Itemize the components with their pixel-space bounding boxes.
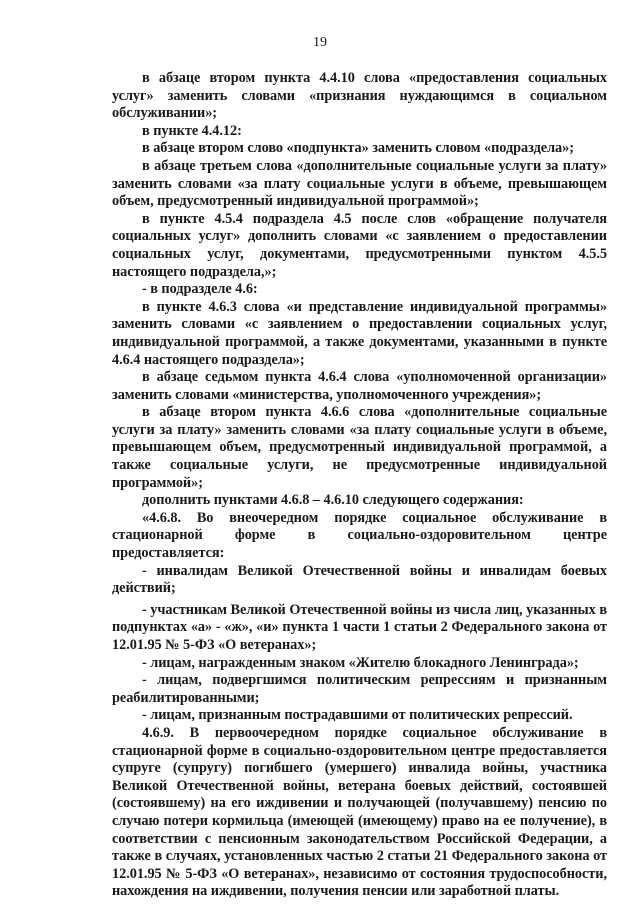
paragraph: в пункте 4.4.12: [142,122,242,139]
paragraph: 4.6.9. В первоочередном порядке социальное обслуживание в стационарной форме в социально-оздоровительном центре предоставляется супруге (супругу) погибшего (умершего) инвалида войны, участника Великой Отечественной войны, ветерана боевых действий, состоявшей (состоявшему) на его иждивении и получающей (получавшему) пенсию по случаю потери кормильца (имеющей (имеющему) право на ее получение), в соответствии с пенсионным законодательством Российской Федерации, а также в случаях, установленных частью 2 статьи 21 Федерального закона от 12.01.95 № 5-ФЗ «О ветеранах», независимо от состояния трудоспособности, нахождения на иждивении, получения пенсии или заработной платы. [112,724,607,900]
list-item: - лицам, подвергшимся политическим репрессиям и признанным реабилитированными; [112,672,607,706]
page-number: 19 [313,35,327,50]
paragraph: «4.6.8. Во внеочередном порядке социальное обслуживание в стационарной форме в социально-оздоровительном центре предоставляется: [112,509,607,562]
paragraph: в пункте 4.5.4 подраздела 4.5 после слов «обращение получателя социальных услуг» дополнить словами «с заявлением о предоставлении социальных услуг, документами, предусмотренными пунктом 4.5.5 настоящего подраздела,»; [112,210,607,280]
paragraph: в абзаце втором пункта 4.4.10 слова «предоставления социальных услуг» заменить словами «признания нуждающимся в социальном обслуживании»; [112,70,607,122]
paragraph: в абзаце втором слово «подпункта» заменить словом «подраздела»; [142,140,574,157]
list-item: - инвалидам Великой Отечественной войны и инвалидам боевых действий; [112,562,607,597]
list-item: - участникам Великой Отечественной войны из числа лиц, указанных в подпунктах «а» - «ж», «и» пункта 1 части 1 статьи 2 Федерального закона от 12.01.95 № 5-ФЗ «О ветеранах»; [112,601,607,653]
list-item: - лицам, награжденным знаком «Жителю блокадного Ленинграда»; [142,654,579,671]
paragraph: в абзаце третьем слова «дополнительные социальные услуги за плату» заменить словами «за плату социальные услуги в объеме, превышающем объем, предусмотренный индивидуальной программой»; [112,157,607,210]
paragraph: в абзаце седьмом пункта 4.6.4 слова «уполномоченной организации» заменить словами «министерства, уполномоченного учреждения»; [112,369,607,403]
paragraph: в пункте 4.6.3 слова «и представление индивидуальной программы» заменить словами «с заявлением о предоставлении социальных услуг, индивидуальной программой, а также документами, указанными в пункте 4.6.4 настоящего подраздела»; [112,298,607,368]
paragraph: в абзаце втором пункта 4.6.6 слова «дополнительные социальные услуги за плату» заменить словами «за плату социальные услуги в объеме, превышающем объем, предусмотренный индивидуальной программой, а также социальные услуги, не предусмотренные индивидуальной программой»; [112,404,607,491]
paragraph: дополнить пунктами 4.6.8 – 4.6.10 следующего содержания: [142,492,524,509]
document-body [112,70,607,901]
list-item: - лицам, признанным пострадавшими от политических репрессий. [142,707,573,724]
paragraph: - в подразделе 4.6: [142,281,258,298]
